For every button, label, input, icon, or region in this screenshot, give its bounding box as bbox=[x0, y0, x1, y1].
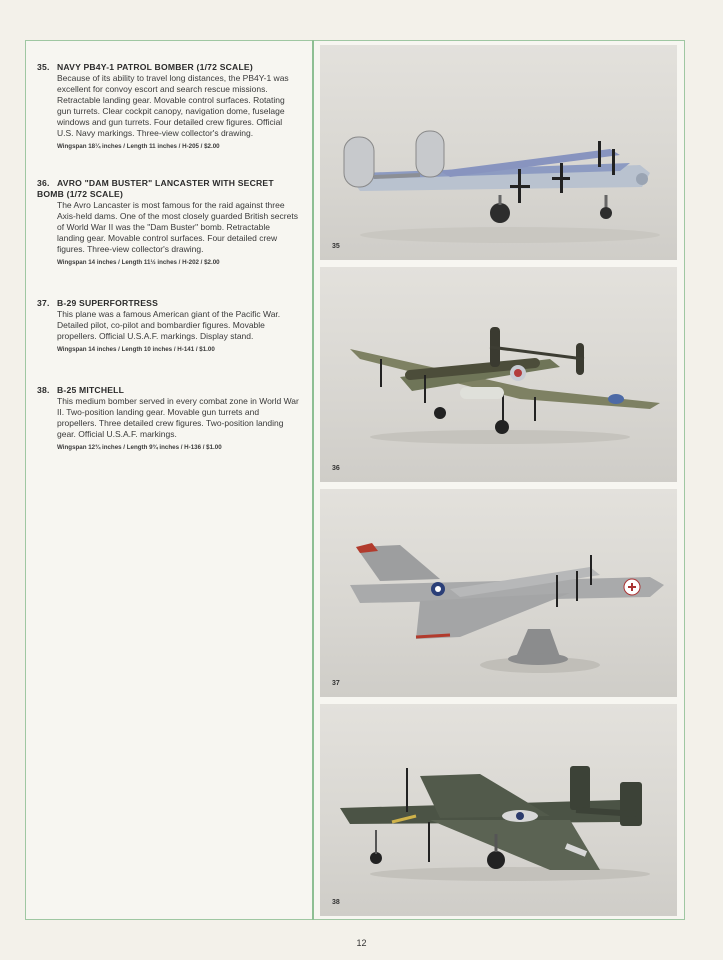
item-35 bbox=[37, 62, 299, 152]
photo-pb4y1 bbox=[320, 45, 677, 260]
text-column bbox=[37, 62, 299, 475]
photo-b25 bbox=[320, 704, 677, 916]
item-title: 35. NAVY PB4Y-1 PATROL BOMBER (1/72 SCALE) bbox=[37, 62, 253, 72]
photo-caption: 38 bbox=[332, 899, 340, 906]
item-specs: Wingspan 18¼ inches / Length 11 inches / H-205 / $2.00 bbox=[57, 143, 220, 150]
b25-model-image bbox=[320, 704, 677, 916]
item-title: 37. B-29 SUPERFORTRESS bbox=[37, 298, 159, 308]
item-title: 36. AVRO "DAM BUSTER" LANCASTER WITH SECRET BOMB (1/72 SCALE) bbox=[37, 178, 274, 199]
item-specs: Wingspan 14 inches / Length 10 inches / H-141 / $1.00 bbox=[57, 346, 215, 353]
item-description: The Avro Lancaster is most famous for the raid against three Axis-held dams. One of the most closely guarded British secrets of World War II was the "Dam Buster" bomb. Retractable landing gear. Movable control surfaces. Four detailed crew figures. Three-view collector's drawing. bbox=[57, 200, 298, 254]
item-description: This medium bomber served in every combat zone in World War II. Two-position landing gear. Movable gun turrets and propellers. Three detailed crew figures. Two-position landing gear. Official U.S.A.F. markings. bbox=[57, 396, 299, 439]
column-divider bbox=[312, 40, 314, 920]
lancaster-model-image bbox=[320, 267, 677, 482]
item-title: 38. B-25 MITCHELL bbox=[37, 385, 125, 395]
pb4y1-model-image bbox=[320, 45, 677, 260]
item-specs: Wingspan 14 inches / Length 11½ inches / H-202 / $2.00 bbox=[57, 259, 220, 266]
item-37 bbox=[37, 298, 299, 355]
page-number: 12 bbox=[356, 938, 367, 948]
photo-lancaster bbox=[320, 267, 677, 482]
b29-model-image bbox=[320, 489, 677, 697]
photo-caption: 37 bbox=[332, 680, 340, 687]
photo-caption: 36 bbox=[332, 465, 340, 472]
photo-b29 bbox=[320, 489, 677, 697]
item-38 bbox=[37, 385, 299, 453]
photo-caption: 35 bbox=[332, 243, 340, 250]
item-description: This plane was a famous American giant of the Pacific War. Detailed pilot, co-pilot and bombardier figures. Movable propellers. Official U.S.A.F. markings. Display stand. bbox=[57, 309, 281, 341]
item-specs: Wingspan 12¾ inches / Length 9¾ inches / H-136 / $1.00 bbox=[57, 444, 222, 451]
item-36 bbox=[37, 178, 299, 268]
item-description: Because of its ability to travel long distances, the PB4Y-1 was excellent for convoy escort and search rescue missions. Retractable landing gear. Movable control surfaces. Rotating gun turrets. Clear cockpit canopy, navigation dome, fuselage windows and gun turrets. Four detailed crew figures. Official U.S. Navy markings. Three-view collector's drawing. bbox=[57, 73, 289, 138]
